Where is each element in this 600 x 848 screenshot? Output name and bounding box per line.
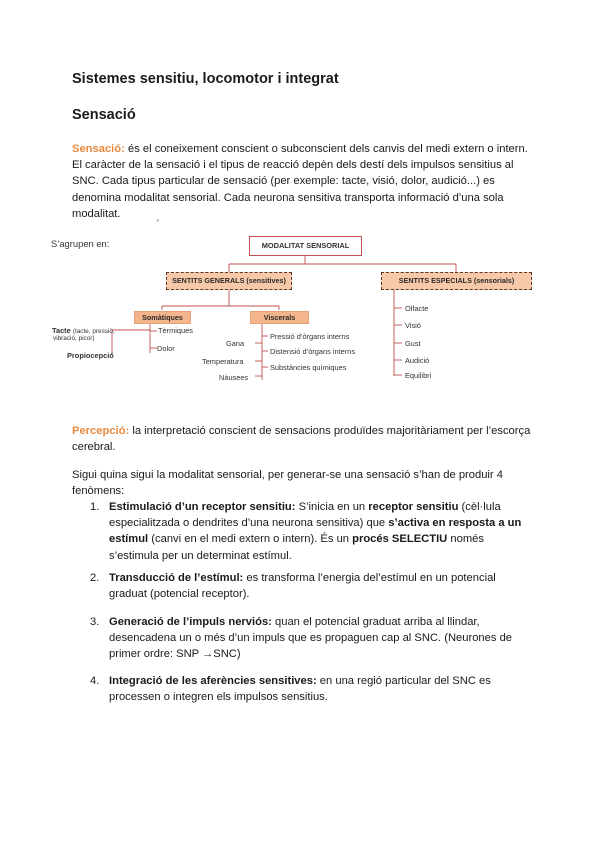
sensory-modality-diagram: [0, 228, 600, 388]
stray-mark: ': [157, 218, 159, 228]
percepcio-text: la interpretació conscient de sensacions produïdes majoritàriament per l’escorça cerebral.: [72, 425, 531, 454]
visceral-item-substancies: Substàncies químiques: [270, 363, 347, 372]
visceral-item-distensio: Distensió d’òrgans interns: [270, 347, 356, 356]
general-senses-node: SENTITS GENERALS (sensitives): [166, 272, 292, 290]
phenomena-intro: Sigui quina sigui la modalitat sensorial, per generar-se una sensació s’han de produir 4 fenòmens:: [72, 469, 503, 498]
list-item-text: Estimulació d’un receptor sensitiu: S’inicia en un receptor sensitiu (cèl·lula especialitzada o dendrites d’una neurona sensitiva) que s’activa en resposta a un estímul (canvi en el medi extern o intern). És un procés SELECTIU només s’estimula per un determinat estímul.: [109, 501, 522, 562]
percepcio-paragraph: [72, 423, 534, 455]
tacte-detail: vibració, picor): [53, 335, 95, 342]
list-number: 2.: [90, 572, 100, 584]
list-number: 4.: [90, 675, 100, 687]
special-senses-node: SENTITS ESPECIALS (sensorials): [381, 272, 532, 290]
somatic-item-dolor: Dolor: [157, 344, 175, 353]
somatic-item-termiques: Tèrmiques: [158, 326, 193, 335]
sensacio-text: és el coneixement conscient o subconscient dels canvis del medi extern o intern. El caràcter de la sensació i el tipus de reacció depèn dels destí dels impulsos sensitius al SNC. Cada tipus particular de sensació (per exemple: tacte, visió, dolor, audició...) es denomina modalitat sensorial. Cada neurona sensitiva transporta informació d’una sola modalitat.: [72, 143, 528, 220]
list-item-text: Integració de les aferències sensitives: en una regió particular del SNC es processen o integren els impulsos sensitius.: [109, 675, 491, 704]
special-item-gust: Gust: [405, 339, 421, 348]
list-item-text: Transducció de l’estímul: es transforma l’energia del’estímul en un potencial graduat (potencial receptor).: [109, 572, 496, 601]
section-heading: Sensació: [72, 107, 136, 123]
list-number: 1.: [90, 501, 100, 513]
special-item-olfacte: Olfacte: [405, 304, 429, 313]
root-node: MODALITAT SENSORIAL: [249, 236, 362, 256]
list-item-text: Generació de l’impuls nerviós: quan el potencial graduat arriba al llindar, desencadena un o més d’un impuls que es propaguen cap al SNC. (Neurones de primer ordre: SNP →SNC): [109, 616, 513, 661]
sensacio-term: Sensació:: [72, 143, 125, 155]
visceral-item-pressio: Pressió d’òrgans interns: [270, 332, 350, 341]
special-item-audicio: Audició: [405, 356, 430, 365]
list-number: 3.: [90, 616, 100, 628]
somatiques-node: Somàtiques: [134, 311, 191, 324]
visceral-left-temperatura: Temperatura: [202, 357, 244, 366]
sensacio-paragraph: [72, 141, 534, 222]
special-item-equilibri: Equilibri: [405, 371, 432, 380]
visceral-left-nausees: Nàusees: [219, 373, 249, 382]
propiocepcio-label: Propiocepció: [67, 351, 114, 360]
diagram-intro: S’agrupen en:: [51, 238, 110, 249]
special-item-visio: Visió: [405, 321, 421, 330]
percepcio-term: Percepció:: [72, 425, 130, 437]
document-title: Sistemes sensitiu, locomotor i integrat: [72, 71, 339, 87]
viscerals-node: Viscerals: [250, 311, 309, 324]
tacte-label: Tacte (tacte, pressió,: [52, 326, 115, 335]
visceral-left-gana: Gana: [226, 339, 245, 348]
